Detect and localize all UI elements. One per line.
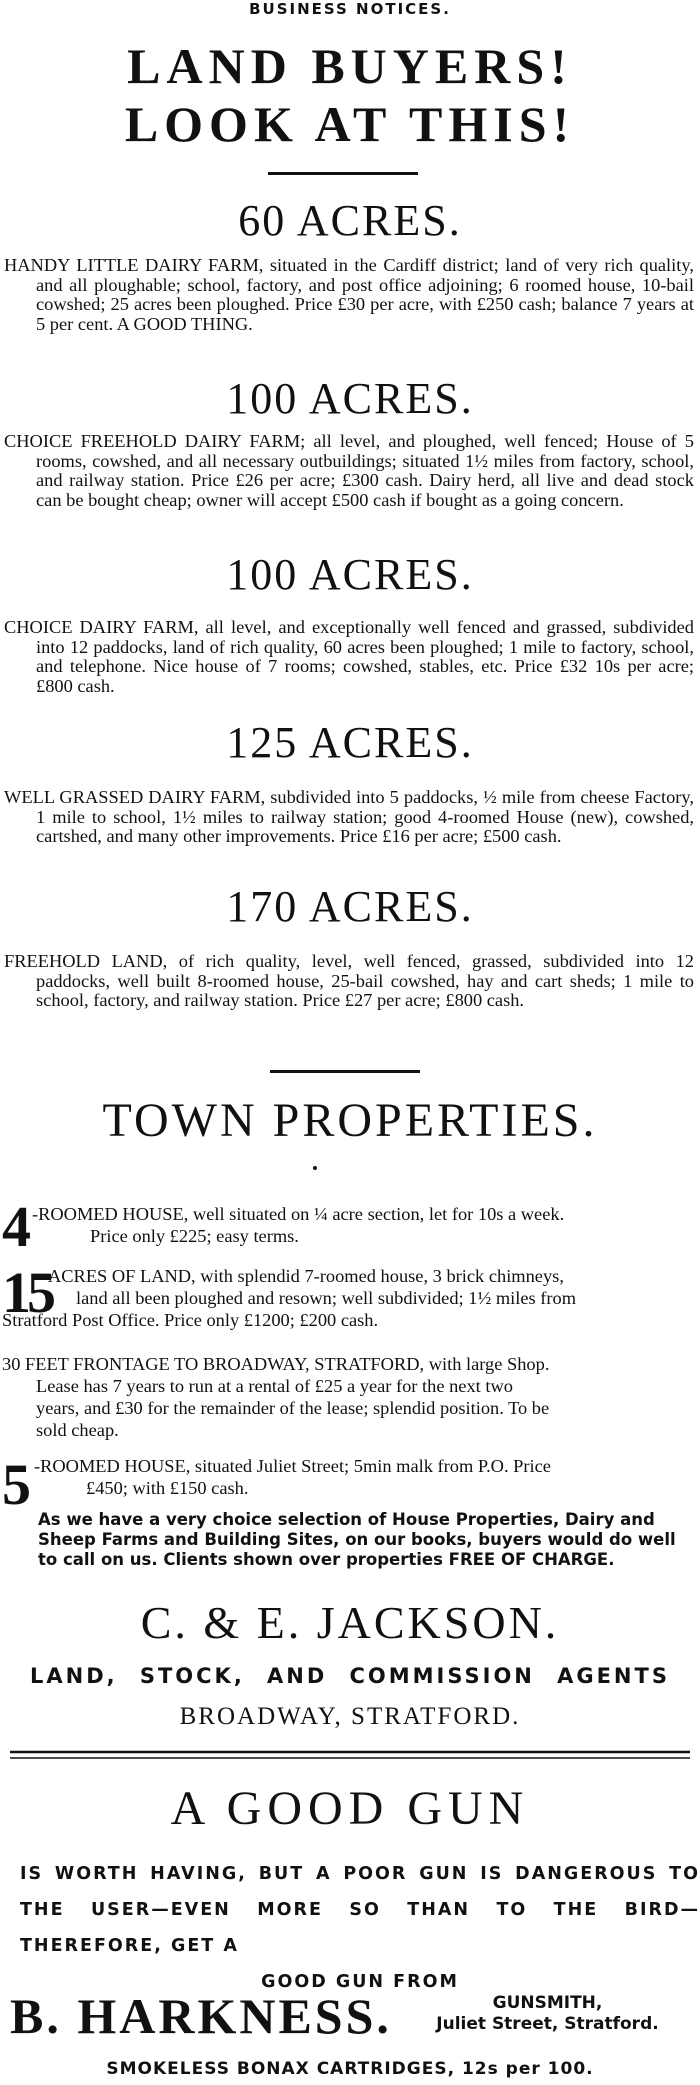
listing-acres: 100 ACRES. xyxy=(226,550,474,599)
company-roles xyxy=(30,1664,670,1688)
cartridge-notice: SMOKELESS BONAX CARTRIDGES, 12s per 100. xyxy=(106,2059,594,2079)
gun-ad-text: IS WORTH HAVING, BUT A POOR GUN IS DANGEROUS TO THE USER—EVEN MORE SO THAN TO THE BIRD—THEREFORE, GET A xyxy=(20,1864,700,1956)
listing-description: CHOICE FREEHOLD DAIRY FARM; all level, and ploughed, well fenced; House of 5 rooms, cowshed, and all necessary outbuildings; situated 1½ miles from factory, school, and railway station. Price £26 per acre; £300 cash. Dairy herd, all live and dead stock can be bought cheap; owner will accept £500 cash if bought as a going concern. xyxy=(4,431,694,510)
listing-acres: 125 ACRES. xyxy=(226,718,474,767)
drop-numeral: 15 xyxy=(2,1260,52,1325)
gun-ad-title: A GOOD GUN xyxy=(170,1782,530,1835)
property-text: Price only £225; easy terms. xyxy=(90,1226,299,1246)
divider-dot xyxy=(313,1166,317,1170)
seller-name: B. HARKNESS. xyxy=(10,1988,392,2044)
headline-line-2: LOOK AT THIS! xyxy=(124,96,576,152)
divider xyxy=(268,172,418,175)
seller-address: Juliet Street, Stratford. xyxy=(436,2014,659,2034)
gun-ad-text-end: GOOD GUN FROM xyxy=(261,1972,459,1992)
double-rule xyxy=(10,1750,690,1760)
seller-trade: GUNSMITH, xyxy=(492,1993,603,2013)
listing-acres: 170 ACRES. xyxy=(226,882,474,931)
drop-numeral: 5 xyxy=(2,1452,31,1517)
role-word: AND xyxy=(267,1664,328,1688)
headline-line-1: LAND BUYERS! xyxy=(127,38,573,94)
agency-notice: As we have a very choice selection of House Properties, Dairy and Sheep Farms and Building Sites, on our books, buyers would do well to call on us. Clients shown over properties FREE OF CHARGE. xyxy=(38,1510,676,1569)
gun-ad-body xyxy=(20,1856,700,2000)
drop-numeral: 4 xyxy=(2,1194,31,1259)
property-text: -ROOMED HOUSE, situated Juliet Street; 5min malk from P.O. Price xyxy=(34,1456,551,1476)
town-properties-title: TOWN PROPERTIES. xyxy=(102,1094,598,1147)
property-text: ACRES OF LAND, with splendid 7-roomed house, 3 brick chimneys, xyxy=(48,1266,564,1286)
company-name: C. & E. JACKSON. xyxy=(140,1597,560,1648)
listing-acres: 100 ACRES. xyxy=(226,374,474,423)
company-address: BROADWAY, STRATFORD. xyxy=(179,1703,521,1730)
listing-description: CHOICE DAIRY FARM, all level, and exceptionally well fenced and grassed, subdivided into 12 paddocks, land of rich quality, 60 acres been ploughed; 1 mile to factory, school, and telephone. Nice house of 7 rooms; cowshed, stables, etc. Price £32 10s per acre; £800 cash. xyxy=(4,617,694,696)
property-text: Stratford Post Office. Price only £1200; £200 cash. xyxy=(2,1310,379,1330)
property-text: -ROOMED HOUSE, well situated on ¼ acre section, let for 10s a week. xyxy=(32,1204,565,1224)
property-text: sold cheap. xyxy=(36,1420,119,1440)
role-word: LAND, xyxy=(30,1664,118,1688)
property-text: years, and £30 for the remainder of the lease; splendid position. To be xyxy=(36,1398,550,1418)
listing-description: WELL GRASSED DAIRY FARM, subdivided into 5 paddocks, ½ mile from cheese Factory, 1 mile to school, 1½ miles to railway station; good 4-roomed House (new), cowshed, cartshed, and many other improvements. Price £16 per acre; £500 cash. xyxy=(4,787,694,846)
property-text: Lease has 7 years to run at a rental of £25 a year for the next two xyxy=(36,1376,513,1396)
role-word: COMMISSION xyxy=(349,1664,535,1688)
listing-acres: 60 ACRES. xyxy=(238,196,462,245)
section-header: BUSINESS NOTICES. xyxy=(249,0,451,18)
property-text: land all been ploughed and resown; well subdivided; 1½ miles from xyxy=(76,1288,577,1308)
property-text: 30 FEET FRONTAGE TO BROADWAY, STRATFORD, with large Shop. xyxy=(2,1354,550,1374)
role-word: AGENTS xyxy=(557,1664,670,1688)
role-word: STOCK, xyxy=(139,1664,245,1688)
divider xyxy=(270,1070,420,1073)
property-text: £450; with £150 cash. xyxy=(86,1478,249,1498)
listing-description: FREEHOLD LAND, of rich quality, level, well fenced, grassed, subdivided into 12 paddocks, well built 8-roomed house, 25-bail cowshed, hay and cart sheds; 1 mile to school, factory, and railway station. Price £27 per acre; £800 cash. xyxy=(4,951,694,1010)
listing-description: HANDY LITTLE DAIRY FARM, situated in the Cardiff district; land of very rich quality, and all ploughable; school, factory, and post office adjoining; 6 roomed house, 10-bail cowshed; 25 acres been ploughed. Price £30 per acre, with £250 cash; balance 7 years at 5 per cent. A GOOD THING. xyxy=(4,255,694,334)
